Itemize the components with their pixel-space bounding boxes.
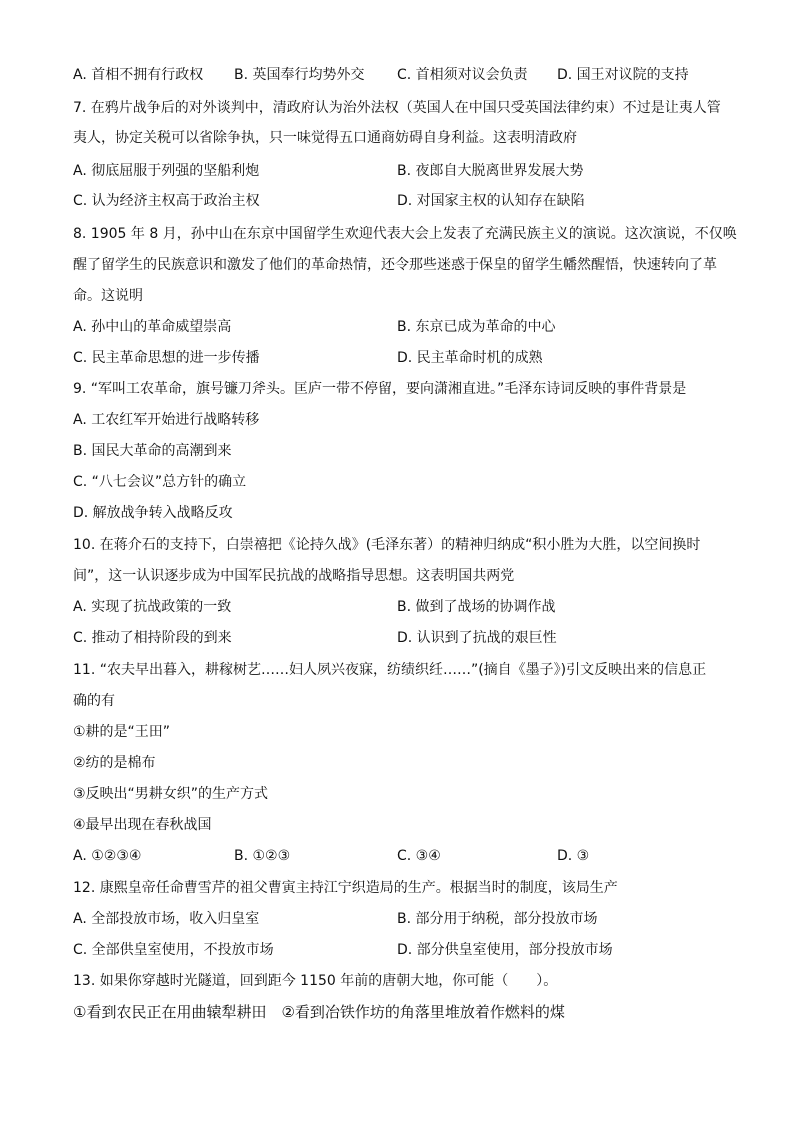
q8-option-b: B. 东京已成为革命的中心	[397, 319, 556, 335]
q11-item-1: ①耕的是“王田”	[73, 724, 171, 740]
q11-option-b: B. ①②③	[234, 848, 291, 864]
q9-option-c: C. “八七会议”总方针的确立	[73, 474, 247, 490]
q11-item-4: ④最早出现在春秋战国	[73, 817, 212, 833]
q8-stem-line2: 醒了留学生的民族意识和激发了他们的革命热情，还令那些迷惑于保皇的留学生幡然醒悟，快速转向了革	[73, 257, 717, 273]
q8-option-c: C. 民主革命思想的进一步传播	[73, 350, 260, 366]
q10-stem-line2: 间”，这一认识逐步成为中国军民抗战的战略指导思想。这表明国共两党	[73, 568, 515, 584]
q6-option-d: D. 国王对议院的支持	[557, 67, 689, 83]
q7-stem-line2: 夷人，协定关税可以省除争执，只一味觉得五口通商妨碍自身利益。这表明清政府	[73, 130, 577, 146]
q7-option-b: B. 夜郎自大脱离世界发展大势	[397, 163, 584, 179]
q6-option-c: C. 首相须对议会负责	[397, 67, 528, 83]
q7-option-a: A. 彻底屈服于列强的坚船利炮	[73, 163, 260, 179]
q12-stem-line1: 12. 康熙皇帝任命曹雪芹的祖父曹寅主持江宁织造局的生产。根据当时的制度，该局生产	[73, 880, 618, 896]
q13-stem-line1: 13. 如果你穿越时光隧道，回到距今 1150 年前的唐朝大地，你可能（ ）。	[73, 973, 558, 989]
q11-stem-line1: 11. “农夫早出暮入，耕稼树艺……妇人夙兴夜寐，纺绩织纴……”(摘自《墨子》)引文反映出来的信息正	[73, 662, 707, 678]
q11-stem-line2: 确的有	[73, 693, 115, 709]
q12-option-a: A. 全部投放市场，收入归皇室	[73, 911, 260, 927]
q10-option-b: B. 做到了战场的协调作战	[397, 599, 556, 615]
q10-option-a: A. 实现了抗战政策的一致	[73, 599, 232, 615]
q6-option-a: A. 首相不拥有行政权	[73, 67, 204, 83]
q10-option-c: C. 推动了相持阶段的到来	[73, 630, 232, 646]
q7-stem-line1: 7. 在鸦片战争后的对外谈判中，清政府认为治外法权（英国人在中国只受英国法律约束）不过是让夷人管	[73, 100, 721, 116]
q9-option-a: A. 工农红军开始进行战略转移	[73, 412, 260, 428]
q12-option-b: B. 部分用于纳税，部分投放市场	[397, 911, 598, 927]
q6-option-b: B. 英国奉行均势外交	[234, 67, 365, 83]
q12-option-c: C. 全部供皇室使用，不投放市场	[73, 942, 274, 958]
q10-stem-line1: 10. 在蒋介石的支持下，白崇禧把《论持久战》(毛泽东著）的精神归纳成“积小胜为大胜，以空间换时	[73, 537, 701, 553]
q11-item-3: ③反映出“男耕女织”的生产方式	[73, 786, 269, 802]
q7-option-d: D. 对国家主权的认知存在缺陷	[397, 193, 585, 209]
q7-option-c: C. 认为经济主权高于政治主权	[73, 193, 260, 209]
q8-stem-line1: 8. 1905 年 8 月，孙中山在东京中国留学生欢迎代表大会上发表了充满民族主义的演说。这次演说，不仅唤	[73, 226, 737, 242]
q8-option-a: A. 孙中山的革命威望崇高	[73, 319, 232, 335]
q11-option-c: C. ③④	[397, 848, 441, 864]
q9-option-b: B. 国民大革命的高潮到来	[73, 443, 232, 459]
q12-option-d: D. 部分供皇室使用，部分投放市场	[397, 942, 613, 958]
q9-option-d: D. 解放战争转入战略反攻	[73, 505, 233, 521]
q8-option-d: D. 民主革命时机的成熟	[397, 350, 543, 366]
q11-item-2: ②纺的是棉布	[73, 755, 156, 771]
q8-stem-line3: 命。这说明	[73, 288, 143, 304]
q11-option-d: D. ③	[557, 848, 590, 864]
q13-items-line: ①看到农民正在用曲辕犁耕田 ②看到冶铁作坊的角落里堆放着作燃料的煤	[73, 1003, 565, 1021]
q10-option-d: D. 认识到了抗战的艰巨性	[397, 630, 557, 646]
q9-stem-line1: 9. “军叫工农革命，旗号镰刀斧头。匡庐一带不停留，要向潇湘直进。”毛泽东诗词反映的事件背景是	[73, 381, 687, 397]
q11-option-a: A. ①②③④	[73, 848, 142, 864]
